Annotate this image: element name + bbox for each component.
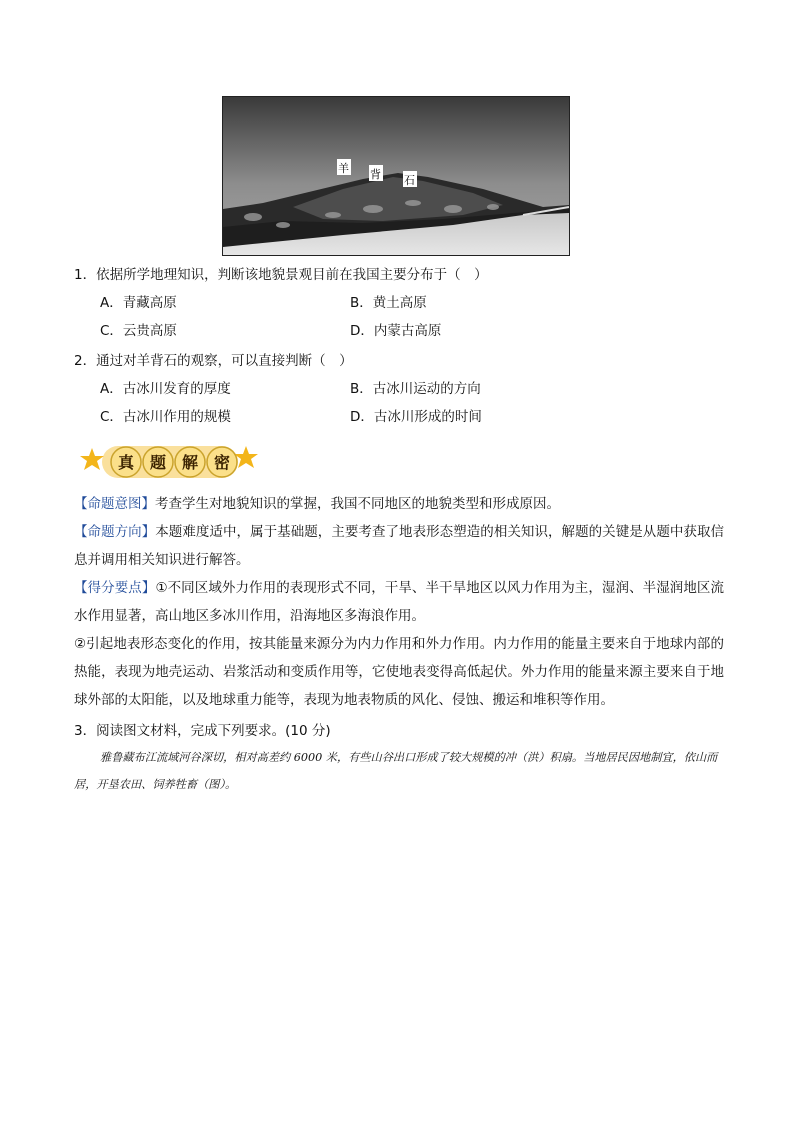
question-2-option-c[interactable]: C．古冰川作用的规模 — [100, 409, 231, 425]
points-tag: 【得分要点】 — [74, 580, 156, 596]
direction-text: 本题难度适中，属于基础题，主要考查了地表形态塑造的相关知识，解题的关键是从题中获取信息并调用相关知识进行解答。 — [74, 524, 725, 568]
question-1-option-d[interactable]: D．内蒙古高原 — [350, 323, 442, 339]
question-2-option-d[interactable]: D．古冰川形成的时间 — [350, 409, 482, 425]
badge-char-4: 密 — [213, 453, 231, 472]
photo-label-yang: 羊 — [338, 162, 349, 175]
question-3-material: 雅鲁藏布江流域河谷深切，相对高差约 6000 米，有些山谷出口形成了较大规模的冲（洪）积扇。当地居民因地制宜，依山而居，开垦农田、饲养牲畜（图）。 — [74, 751, 718, 791]
star-icon-left — [80, 448, 104, 470]
landscape-photo — [222, 96, 570, 256]
question-1-stem: 1．依据所学地理知识，判断该地貌景观目前在我国主要分布于（ ） — [74, 267, 488, 283]
badge-char-3: 解 — [181, 453, 199, 472]
analysis-points-2: ②引起地表形态变化的作用，按其能量来源分为内力作用和外力作用。内力作用的能量主要来自于地球内部的热能，表现为地壳运动、岩浆活动和变质作用等，它使地表变得高低起伏。外力作用的能量来源主要来自于地球外部的太阳能，以及地球重力能等，表现为地表物质的风化、侵蚀、搬运和堆积等作用。 — [74, 636, 724, 708]
question-2-option-a[interactable]: A．古冰川发育的厚度 — [100, 381, 231, 397]
badge-char-1: 真 — [117, 453, 135, 472]
analysis-intent — [74, 490, 724, 518]
question-1-option-b[interactable]: B．黄土高原 — [350, 295, 427, 311]
direction-tag: 【命题方向】 — [74, 524, 156, 540]
question-1-option-c[interactable]: C．云贵高原 — [100, 323, 177, 339]
badge-char-2: 题 — [149, 453, 167, 472]
intent-tag: 【命题意图】 — [74, 496, 155, 512]
intent-text: 考查学生对地貌知识的掌握，我国不同地区的地貌类型和形成原因。 — [155, 496, 560, 512]
photo-label-shi: 石 — [404, 174, 415, 187]
analysis-direction — [74, 518, 724, 574]
question-2-option-b[interactable]: B．古冰川运动的方向 — [350, 381, 481, 397]
points-text-1: ①不同区域外力作用的表现形式不同，干旱、半干旱地区以风力作用为主，湿润、半湿润地区流水作用显著，高山地区多冰川作用，沿海地区多海浪作用。 — [74, 580, 724, 624]
question-3-stem: 3．阅读图文材料，完成下列要求。(10 分) — [74, 723, 331, 739]
sheepback-rock-image — [223, 97, 569, 255]
question-1-option-a[interactable]: A．青藏高原 — [100, 295, 177, 311]
photo-label-bei: 背 — [370, 168, 381, 181]
section-badge — [80, 442, 260, 486]
question-2-stem: 2．通过对羊背石的观察，可以直接判断（ ） — [74, 353, 353, 369]
analysis-points — [74, 574, 724, 630]
